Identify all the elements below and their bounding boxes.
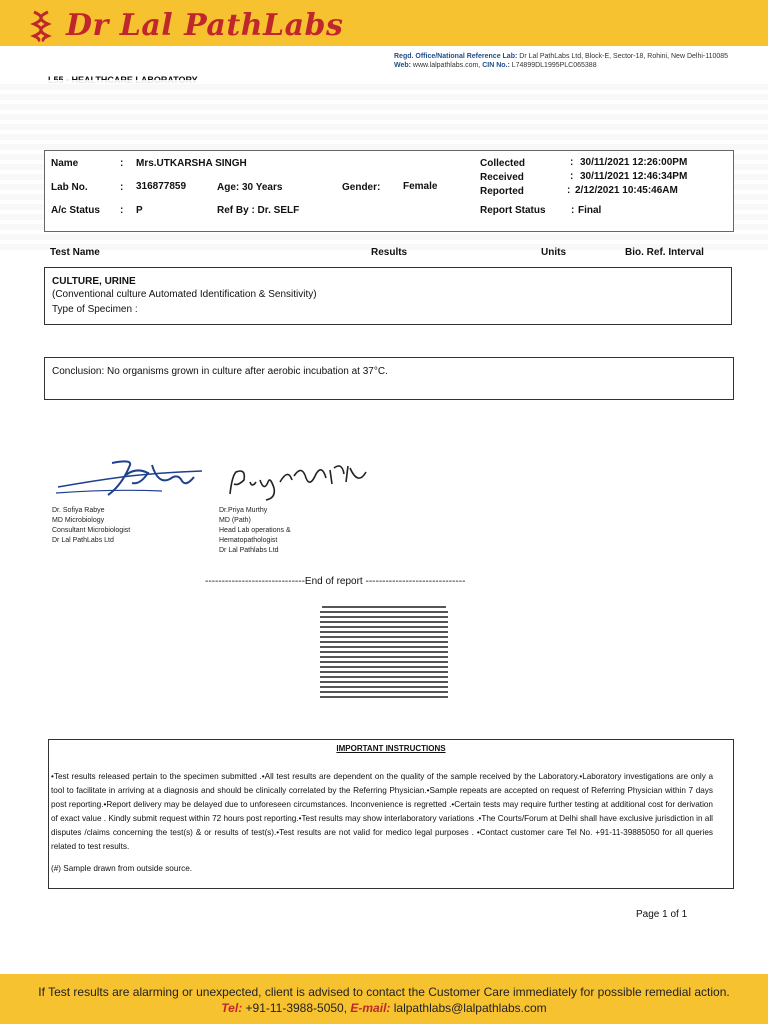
reported-value: 2/12/2021 10:45:46AM bbox=[575, 185, 678, 196]
gender-value: Female bbox=[403, 181, 438, 192]
test-title: CULTURE, URINE bbox=[52, 276, 136, 287]
footer-contact bbox=[0, 1001, 768, 1015]
tel-value: +91-11-3988-5050, bbox=[242, 1001, 351, 1015]
signature-priya-murthy bbox=[222, 458, 372, 504]
signatory-1: Dr. Sofiya Rabye MD Microbiology Consultant Microbiologist Dr Lal PathLabs Ltd bbox=[52, 507, 131, 544]
brand-logo-text: Dr Lal PathLabs bbox=[66, 8, 344, 43]
tel-label: Tel: bbox=[221, 1001, 243, 1015]
specimen-type: Type of Specimen : bbox=[52, 304, 138, 315]
colon: : bbox=[570, 171, 574, 182]
received-value: 30/11/2021 12:46:34PM bbox=[580, 171, 688, 182]
colon: : bbox=[120, 205, 124, 216]
gender-label: Gender: bbox=[342, 182, 381, 193]
web-and-cin: Web: www.lalpathlabs.com, CIN No.: L74899DL1995PLC065388 bbox=[394, 62, 597, 69]
lab-no-value: 316877859 bbox=[136, 181, 187, 192]
received-label: Received bbox=[480, 172, 524, 183]
colon: : bbox=[120, 158, 124, 169]
lab-no-label: Lab No. bbox=[51, 182, 88, 193]
email-value: lalpathlabs@lalpathlabs.com bbox=[390, 1001, 547, 1015]
col-units: Units bbox=[541, 247, 566, 258]
dna-logo-icon bbox=[30, 10, 52, 42]
conclusion-text: Conclusion: No organisms grown in culture after aerobic incubation at 37°C. bbox=[52, 366, 388, 377]
report-status-label: Report Status bbox=[480, 205, 546, 216]
col-bio-ref: Bio. Ref. Interval bbox=[625, 247, 704, 258]
colon: : bbox=[570, 157, 574, 168]
colon: : bbox=[567, 185, 571, 196]
col-results: Results bbox=[371, 247, 408, 258]
signature-sofiya-rabye bbox=[52, 455, 214, 503]
colon: : bbox=[120, 182, 124, 193]
instructions-note: (#) Sample drawn from outside source. bbox=[51, 864, 193, 873]
age-text: Age: 30 Years bbox=[217, 182, 283, 193]
security-microtext-block bbox=[318, 604, 450, 704]
ac-status-label: A/c Status bbox=[51, 205, 100, 216]
collected-value: 30/11/2021 12:26:00PM bbox=[580, 157, 688, 168]
end-of-report: ------------------------------End of report ------------------------------ bbox=[205, 576, 466, 587]
col-test-name: Test Name bbox=[50, 247, 100, 258]
test-method: (Conventional culture Automated Identification & Sensitivity) bbox=[52, 289, 317, 300]
patient-name: Mrs.UTKARSHA SINGH bbox=[136, 158, 247, 169]
colon: : bbox=[571, 205, 575, 216]
registered-office: Regd. Office/National Reference Lab: Dr Lal PathLabs Ltd, Block-E, Sector-18, Rohini, New Delhi-110085 bbox=[394, 53, 729, 60]
instructions-title: IMPORTANT INSTRUCTIONS bbox=[336, 744, 446, 753]
name-label: Name bbox=[51, 158, 79, 169]
email-label: E-mail: bbox=[350, 1001, 391, 1015]
reported-label: Reported bbox=[480, 186, 524, 197]
collected-label: Collected bbox=[480, 158, 526, 169]
footer-bar bbox=[0, 974, 768, 1024]
conclusion-box bbox=[44, 357, 734, 400]
ac-status-value: P bbox=[136, 205, 143, 216]
instructions-body: •Test results released pertain to the specimen submitted .•All test results are dependent on the quality of the sample received by the Laboratory.•Laboratory investigations are only a tool to facilitate in arriving at a diagnosis and should be clinically correlated by the Referring Physician.•Sample repeats are accepted on request of Referring Physician within 7 days post reporting.•Report delivery may be delayed due to unforeseen circumstances. Inconvenience is regretted .•Certain tests may require further testing at additional cost for derivation of exact value . Kindly submit request within 72 hours post reporting.•Test results may show interlaboratory variations .•The Courts/Forum at Delhi shall have exclusive jurisdiction in all disputes /claims concerning the test(s) & or results of test(s).•Test results are not valid for medico legal purposes . •Contact customer care Tel No. +91-11-39885050 for all queries related to test results. bbox=[51, 772, 713, 851]
footer-advice: If Test results are alarming or unexpected, client is advised to contact the Customer Care immediately for possible remedial action. bbox=[38, 985, 730, 999]
ref-by: Ref By : Dr. SELF bbox=[217, 205, 300, 216]
important-instructions-box bbox=[48, 739, 734, 889]
page-number: Page 1 of 1 bbox=[636, 909, 688, 920]
signatory-2: Dr.Priya Murthy MD (Path) Head Lab operations & Hematopathologist Dr Lal Pathlabs Ltd bbox=[219, 507, 291, 554]
report-status-value: Final bbox=[578, 205, 602, 216]
